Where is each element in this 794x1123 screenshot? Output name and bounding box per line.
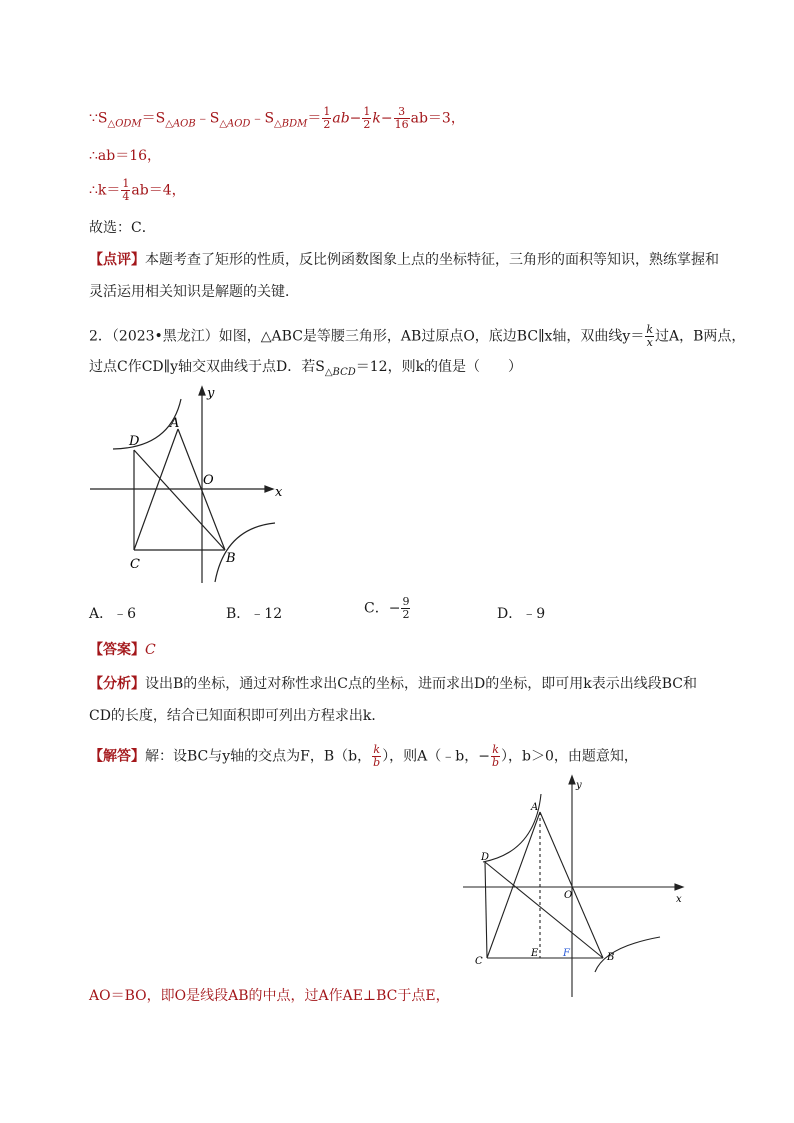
solution-detail-line-2: AO＝BO，即O是线段AB的中点，过A作AE⊥BC于点E， — [89, 988, 450, 1004]
fraction-9-2: $\frac{9}{2}$ — [402, 595, 410, 621]
fraction-3-16: $\frac{3}{16}$ — [394, 105, 409, 131]
segment-db — [485, 862, 603, 958]
option-d: D．﹣9 — [497, 606, 546, 622]
segment-db — [134, 450, 225, 550]
label-a: A — [170, 416, 180, 431]
label-o: O — [564, 890, 573, 901]
x-axis-arrow — [265, 486, 273, 492]
label-e: E — [531, 948, 539, 959]
solution-line-2: ∴ab＝16， — [89, 148, 162, 164]
solution-tag: 【解答】 — [89, 748, 145, 765]
analysis-tag: 【分析】 — [89, 676, 145, 692]
fraction-k-over-b-2: $\frac{k}{b}$ — [492, 743, 500, 769]
question-figure — [85, 383, 295, 588]
analysis-line-1: 【分析】设出B的坐标，通过对称性求出C点的坐标，进而求出D的坐标，即可用k表示出线段BC和 — [89, 676, 697, 692]
fraction-quarter: $\frac{1}{4}$ — [122, 177, 130, 203]
solution-detail-line-1: 【解答】解：设BC与y轴的交点为F，B（b， $\frac{k}{b}$ ），则A（﹣b，− $\frac{k}{b}$ ），b＞0，由题意知， — [89, 743, 638, 769]
fraction-half: $\frac{1}{2}$ — [323, 105, 331, 131]
label-x: x — [275, 485, 283, 500]
label-d: D — [481, 852, 490, 863]
label-y: y — [207, 386, 215, 401]
fraction-half-2: $\frac{1}{2}$ — [363, 105, 371, 131]
label-c: C — [475, 956, 483, 967]
question-2-line-1: 2．（2023•黑龙江）如图，△ABC是等腰三角形，AB过原点O，底边BC∥x轴，双曲线y＝ $\frac{k}{x}$ 过A，B两点， — [89, 323, 746, 349]
analysis-line-2: CD的长度，结合已知面积即可列出方程求出k． — [89, 708, 386, 724]
option-c: C．− $\frac{9}{2}$ — [364, 595, 410, 621]
hyperbola-right-branch — [215, 523, 275, 582]
y-axis-arrow — [569, 776, 575, 784]
option-a: A．﹣6 — [89, 606, 137, 622]
solution-figure — [455, 772, 695, 1002]
solution-choice: 故选：C． — [89, 220, 156, 236]
option-b: B．﹣12 — [226, 606, 283, 622]
question-2-line-2: 过点C作CD∥y轴交双曲线于点D．若$S_{\triangle BCD}=12$，则k的值是（ ） — [89, 359, 523, 378]
y-axis-arrow — [199, 387, 205, 395]
comment-line-1: 【点评】本题考查了矩形的性质，反比例函数图象上点的坐标特征，三角形的面积等知识，熟练掌握和 — [89, 252, 719, 268]
label-y: y — [576, 780, 582, 791]
fraction-k-over-b: $\frac{k}{b}$ — [373, 743, 381, 769]
x-axis-arrow — [675, 884, 683, 890]
hyperbola-right-branch — [595, 937, 660, 972]
label-c: C — [130, 557, 140, 572]
comment-line-2: 灵活运用相关知识是解题的关键． — [89, 284, 299, 300]
comment-tag: 【点评】 — [89, 252, 145, 268]
label-x: x — [676, 894, 682, 905]
solution-line-3: ∴k＝ $\frac{1}{4}$ ab＝4， — [89, 177, 186, 203]
label-b: B — [226, 551, 236, 566]
label-d: D — [129, 434, 140, 449]
answer-line: 【答案】C — [89, 642, 156, 658]
label-f: F — [563, 948, 570, 959]
segment-dc — [485, 862, 487, 958]
answer-tag: 【答案】 — [89, 642, 145, 658]
fraction-k-over-x: $\frac{k}{x}$ — [646, 323, 654, 349]
label-a: A — [531, 802, 539, 813]
label-o: O — [203, 473, 214, 488]
label-b: B — [607, 952, 615, 963]
solution-line-1: $\because S_{\triangle ODM}=S_{\triangle AOB}﹣S_{\triangle AOD}﹣S_{\triangle BDM}=$ $\frac{1}{2}$ ab− $\frac{1}{2}$ k− $\frac{3}{16}$ ab＝3， — [89, 105, 465, 131]
